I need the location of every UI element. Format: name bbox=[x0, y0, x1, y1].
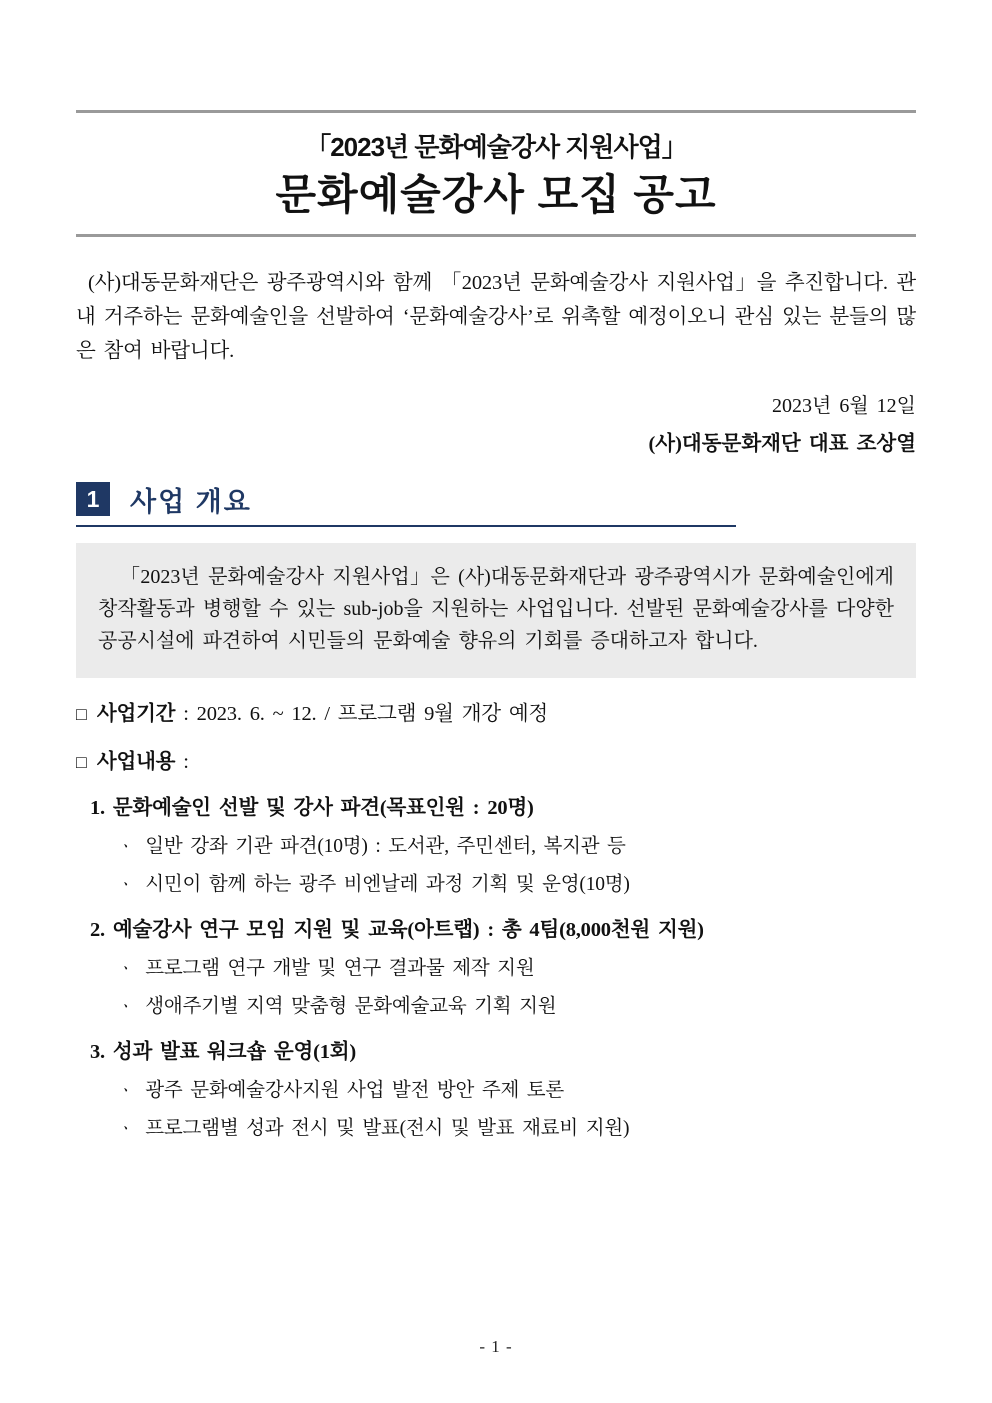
intro-paragraph: (사)대동문화재단은 광주광역시와 함께 「2023년 문화예술강사 지원사업」을 추진합니다. 관내 거주하는 문화예술인을 선발하여 ‘문화예술강사’로 위촉할 예정이오니 관심 있는 분들의 많은 참여 바랍니다. bbox=[76, 272, 916, 362]
issue-date: 2023년 6월 12일 bbox=[772, 394, 916, 417]
document-title: 문화예술강사 모집 공고 bbox=[275, 171, 717, 218]
list-item-3-heading: 3. 성과 발표 워크숍 운영(1회) bbox=[90, 1040, 357, 1063]
document-subtitle: 「2023년 문화예술강사 지원사업」 bbox=[305, 132, 687, 162]
list-item bbox=[76, 868, 916, 896]
page-number: - 1 - bbox=[479, 1337, 513, 1356]
issuer-name: (사)대동문화재단 대표 조상열 bbox=[648, 432, 916, 455]
list-item-text: 프로그램별 성과 전시 및 발표(전시 및 발표 재료비 지원) bbox=[145, 1117, 630, 1139]
list-item-2-heading: 2. 예술강사 연구 모임 지원 및 교육(아트랩) : 총 4팀(8,000천원 지원) bbox=[90, 918, 704, 941]
list-item bbox=[76, 830, 916, 858]
overview-text: 「2023년 문화예술강사 지원사업」은 (사)대동문화재단과 광주광역시가 문화예술인에게 창작활동과 병행할 수 있는 sub-job을 지원하는 사업입니다. 선발된 문화예술강사를 다양한 공공시설에 파견하여 시민들의 문화예술 향유의 기회를 증대하고자 합니다. bbox=[98, 565, 894, 653]
info-item-content bbox=[76, 744, 916, 774]
dot-bullet-icon: ㆍ bbox=[118, 1120, 134, 1138]
section-number-badge: 1 bbox=[76, 482, 110, 516]
square-bullet-icon: □ bbox=[76, 751, 87, 772]
list-item-text: 시민이 함께 하는 광주 비엔날레 과정 기획 및 운영(10명) bbox=[145, 873, 630, 895]
overview-box bbox=[76, 543, 916, 678]
section-heading bbox=[76, 480, 736, 527]
list-item-text: 생애주기별 지역 맞춤형 문화예술교육 기획 지원 bbox=[145, 995, 557, 1017]
list-item bbox=[76, 990, 916, 1018]
dot-bullet-icon: ㆍ bbox=[118, 998, 134, 1016]
square-bullet-icon: □ bbox=[76, 703, 87, 724]
list-item bbox=[76, 952, 916, 980]
dot-bullet-icon: ㆍ bbox=[118, 838, 134, 856]
list-item-1-heading: 1. 문화예술인 선발 및 강사 파견(목표인원 : 20명) bbox=[90, 796, 534, 819]
title-block bbox=[76, 110, 916, 237]
list-item bbox=[76, 1112, 916, 1140]
dot-bullet-icon: ㆍ bbox=[118, 960, 134, 978]
info-item-content-value: : bbox=[175, 750, 189, 773]
info-item-period-label: 사업기간 bbox=[96, 702, 176, 725]
info-item-content-label: 사업내용 bbox=[96, 750, 176, 773]
list-item-text: 프로그램 연구 개발 및 연구 결과물 제작 지원 bbox=[145, 957, 535, 979]
info-item-period-value: : 2023. 6. ~ 12. / 프로그램 9월 개강 예정 bbox=[175, 702, 549, 725]
list-item-text: 일반 강좌 기관 파견(10명) : 도서관, 주민센터, 복지관 등 bbox=[145, 835, 626, 857]
dot-bullet-icon: ㆍ bbox=[118, 1082, 134, 1100]
list-item-text: 광주 문화예술강사지원 사업 발전 방안 주제 토론 bbox=[145, 1079, 565, 1101]
section-title: 사업 개요 bbox=[130, 486, 252, 517]
list-item bbox=[76, 1074, 916, 1102]
info-item-period bbox=[76, 696, 916, 726]
dot-bullet-icon: ㆍ bbox=[118, 876, 134, 894]
